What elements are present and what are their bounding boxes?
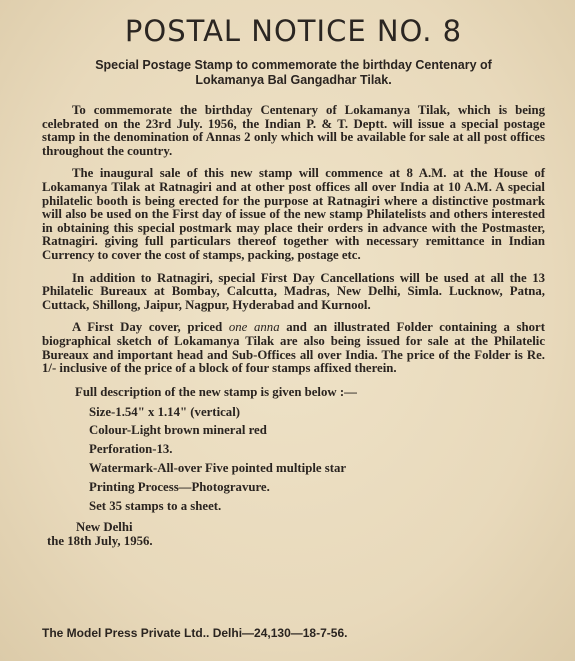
paragraph-announcement: To commemorate the birthday Centenary of Lokamanya Tilak, which is being celebrated on the 23rd July. 1956, the Indian P. & T. Deptt. will issue a special postage stamp in the denomination of Annas 2 only which will be available for sale at all post offices throughout the country. [42,103,545,158]
subtitle-line-1: Special Postage Stamp to commemorate the birthday Centenary of [95,58,492,72]
description-intro: Full description of the new stamp is given below :— [75,384,357,399]
description-colour: Colour-Light brown mineral red [89,423,267,438]
stamp-description-list [42,404,545,515]
paragraph-first-day-cover [42,321,545,375]
signoff-place: New Delhi [76,520,133,535]
description-watermark: Watermark-All-over Five pointed multiple star [89,461,347,476]
paragraph-first-day-cancellations: In addition to Ratnagiri, special First Day Cancellations will be used at all the 13 Philatelic Bureaux at Bombay, Calcutta, Madras, New Delhi, Simla. Lucknow, Patna, Cuttack, Shillong, Jaipur, Nagpur, Hyderabad and Kurnool. [42,270,545,312]
description-perforation: Perforation-13. [89,442,173,457]
paragraph-inaugural-sale: The inaugural sale of this new stamp will commence at 8 A.M. at the House of Lokamanya Tilak at Ratnagiri and at other post offices all over India at 10 A.M. A special philatelic booth is being erected for the purpose at Ratnagiri where a distinctive postmark will also be used on the First day of issue of the new stamp Philatelists and others interested in obtaining this special postmark may place their orders in advance with the Postmaster, Ratnagiri. giving full particulars thereof together with necessary remittance in Indian Currency to cover the cost of stamps, packing, postage etc. [42,166,545,262]
subtitle-line-2: Lokamanya Bal Gangadhar Tilak. [195,73,392,87]
first-day-cover-price: one anna [228,320,280,335]
description-printing-process: Printing Process—Photogravure. [89,479,270,494]
description-set: Set 35 stamps to a sheet. [89,498,222,513]
notice-subtitle [42,58,545,88]
notice-title: POSTAL NOTICE NO. 8 [124,14,463,48]
signoff-date: the 18th July, 1956. [47,534,153,549]
first-day-cover-text-start: A First Day cover, priced [72,320,229,335]
description-size: Size-1.54" x 1.14" (vertical) [89,404,241,419]
first-day-cover-text-end: and an illustrated Folder containing a short biographical sketch of Lokamanya Tilak are also being issued for sale at the Philatelic Bureaux and important head and Sub-Offices all over India. The price of the Folder is Re. 1/- inclusive of the price of a block of four stamps affixed therein. [42,320,545,376]
printer-footer: The Model Press Private Ltd.. Delhi—24,130—18-7-56. [42,626,348,640]
